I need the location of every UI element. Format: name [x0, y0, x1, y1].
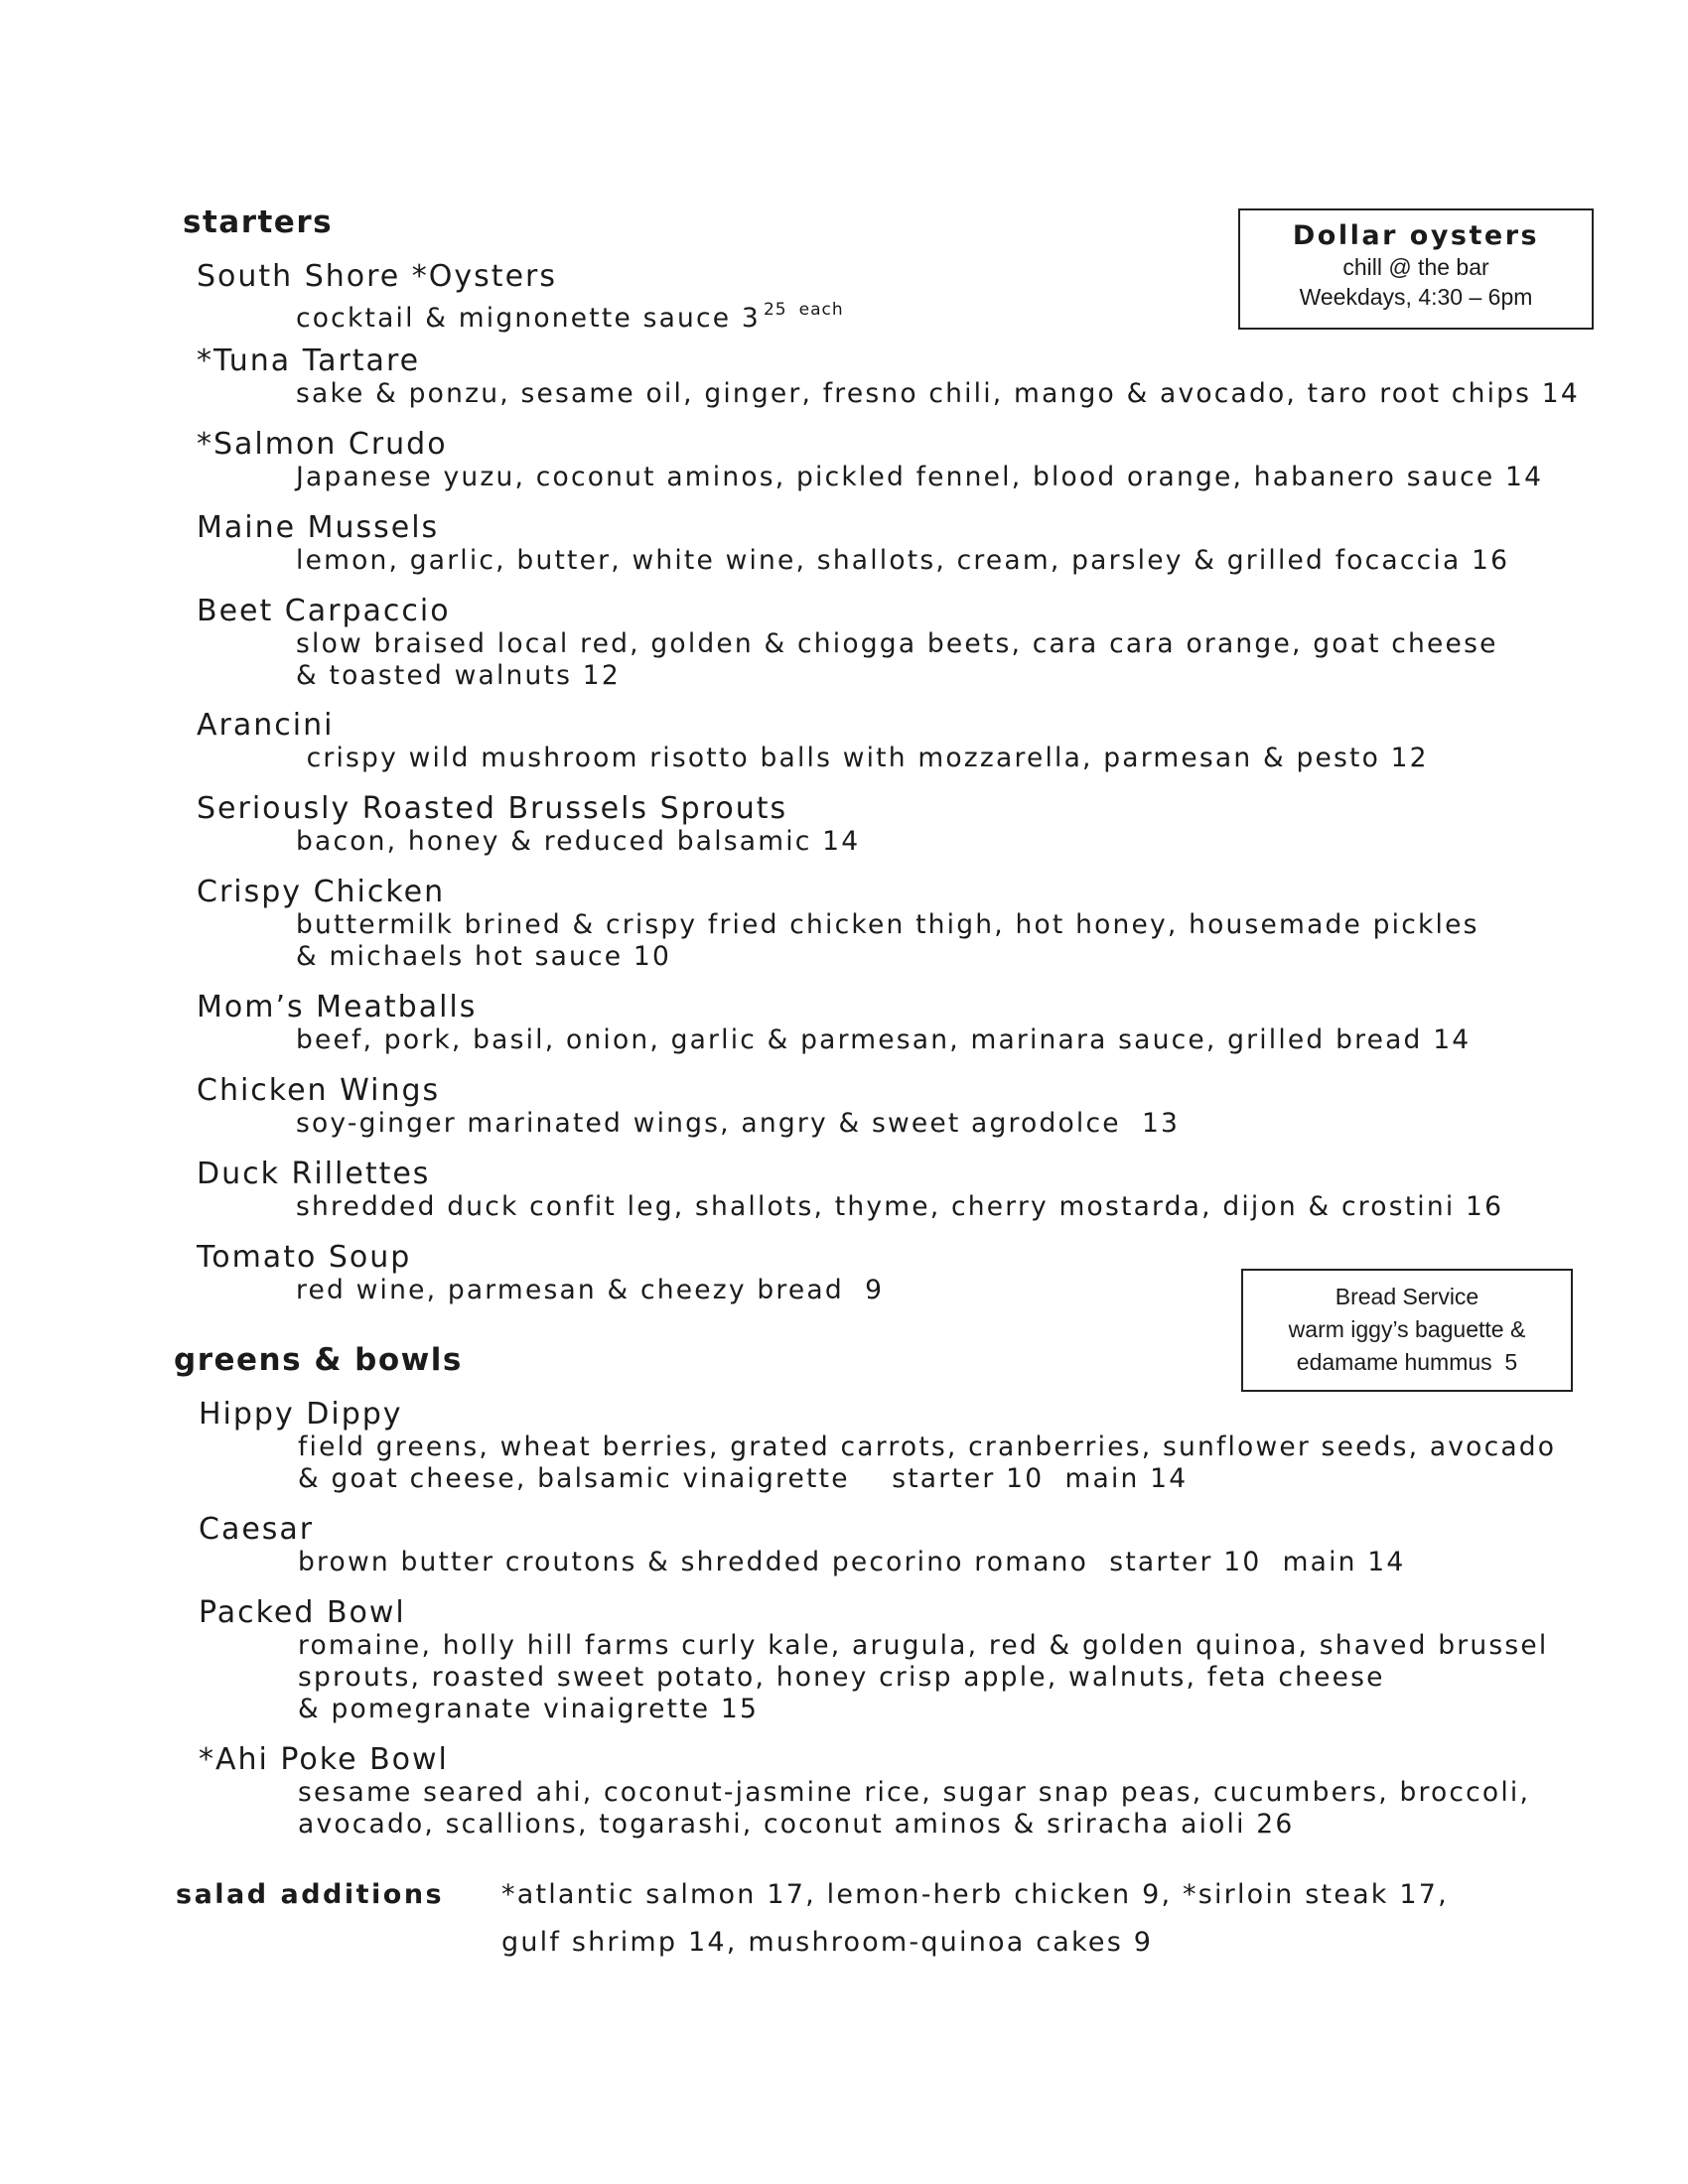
item-description: bacon, honey & reduced balsamic 14: [296, 826, 861, 857]
item-description-line: romaine, holly hill farms curly kale, arugula, red & golden quinoa, shaved brussel: [298, 1630, 1549, 1661]
menu-item: [197, 991, 1471, 1056]
item-description: brown butter croutons & shredded pecorino romano starter 10 main 14: [298, 1547, 1406, 1577]
item-description-line: & michaels hot sauce 10: [296, 941, 672, 972]
menu-item: [199, 1513, 1405, 1578]
item-description: [197, 294, 844, 335]
item-name: Tomato Soup: [197, 1240, 412, 1275]
menu-item: [197, 1241, 884, 1306]
bread-service-line: edamame hummus 5: [1296, 1349, 1518, 1375]
menu-item: [197, 1158, 1503, 1223]
item-description-line: buttermilk brined & crispy fried chicken thigh, hot honey, housemade pickles: [296, 909, 1479, 940]
item-description: soy-ginger marinated wings, angry & sweet agrodolce 13: [296, 1108, 1181, 1139]
item-name: Packed Bowl: [199, 1595, 406, 1630]
section-title-starters: starters: [183, 205, 334, 240]
menu-item: [197, 511, 1509, 577]
price-superscript: 25: [763, 300, 787, 320]
item-description: crispy wild mushroom risotto balls with mozzarella, parmesan & pesto 12: [296, 743, 1429, 773]
item-description-line: sprouts, roasted sweet potato, honey crisp apple, walnuts, feta cheese: [298, 1662, 1385, 1693]
bread-service-title: Bread Service: [1335, 1284, 1479, 1309]
salad-additions-line: *atlantic salmon 17, lemon-herb chicken 9, *sirloin steak 17,: [501, 1879, 1449, 1910]
menu-item: [199, 1743, 1530, 1841]
item-description: Japanese yuzu, coconut aminos, pickled fennel, blood orange, habanero sauce 14: [296, 462, 1544, 492]
item-name: Duck Rillettes: [197, 1157, 431, 1191]
item-name: *Salmon Crudo: [197, 427, 448, 462]
menu-item: [197, 260, 844, 335]
menu-item: [197, 1074, 1180, 1140]
dollar-oysters-box: [1238, 208, 1594, 330]
price-each: each: [798, 300, 844, 320]
item-description-line: slow braised local red, golden & chiogga beets, cara cara orange, goat cheese: [296, 628, 1498, 659]
dollar-oysters-title: Dollar oysters: [1292, 220, 1540, 251]
item-description-line: field greens, wheat berries, grated carrots, cranberries, sunflower seeds, avocado: [298, 1432, 1557, 1462]
item-name: Hippy Dippy: [199, 1397, 403, 1432]
dollar-oysters-line: chill @ the bar: [1342, 254, 1489, 280]
salad-additions-label: salad additions: [176, 1879, 445, 1910]
item-name: Mom’s Meatballs: [197, 990, 478, 1024]
item-description: lemon, garlic, butter, white wine, shallots, cream, parsley & grilled focaccia 16: [296, 545, 1510, 576]
item-name: *Tuna Tartare: [197, 343, 421, 378]
item-name: South Shore *Oysters: [197, 259, 557, 294]
menu-item: [199, 1596, 1548, 1725]
item-name: Maine Mussels: [197, 510, 440, 545]
item-description-line: & toasted walnuts 12: [296, 660, 621, 691]
menu-item: [197, 876, 1479, 973]
item-description: beef, pork, basil, onion, garlic & parmesan, marinara sauce, grilled bread 14: [296, 1024, 1472, 1055]
menu-item: [199, 1398, 1556, 1495]
menu-item: [197, 595, 1498, 692]
bread-service-box: [1241, 1269, 1573, 1392]
item-name: Seriously Roasted Brussels Sprouts: [197, 791, 788, 826]
item-name: *Ahi Poke Bowl: [199, 1742, 449, 1777]
item-name: Beet Carpaccio: [197, 594, 451, 628]
item-description: red wine, parmesan & cheezy bread 9: [296, 1275, 885, 1305]
dollar-oysters-hours: Weekdays, 4:30 – 6pm: [1299, 284, 1533, 310]
item-description-line: & pomegranate vinaigrette 15: [298, 1694, 760, 1724]
item-name: Chicken Wings: [197, 1073, 441, 1108]
section-title-greens-bowls: greens & bowls: [174, 1342, 463, 1378]
menu-item: [197, 428, 1543, 493]
item-name: Crispy Chicken: [197, 875, 446, 909]
menu-item: [197, 709, 1429, 774]
item-description: shredded duck confit leg, shallots, thyme, cherry mostarda, dijon & crostini 16: [296, 1191, 1504, 1222]
menu-item: [197, 792, 860, 858]
item-description-line: sesame seared ahi, coconut-jasmine rice, sugar snap peas, cucumbers, broccoli,: [298, 1777, 1531, 1808]
item-name: Arancini: [197, 708, 335, 743]
item-name: Caesar: [199, 1512, 315, 1547]
item-desc-line: cocktail & mignonette sauce 3: [296, 303, 761, 334]
item-description-line: & goat cheese, balsamic vinaigrette starter 10 main 14: [298, 1463, 1189, 1494]
item-description: sake & ponzu, sesame oil, ginger, fresno chili, mango & avocado, taro root chips 14: [296, 378, 1580, 409]
bread-service-line: warm iggy’s baguette &: [1288, 1316, 1526, 1342]
salad-additions-line: gulf shrimp 14, mushroom-quinoa cakes 9: [501, 1927, 1154, 1958]
item-description-line: avocado, scallions, togarashi, coconut aminos & sriracha aioli 26: [298, 1809, 1295, 1840]
menu-item: [197, 344, 1580, 410]
